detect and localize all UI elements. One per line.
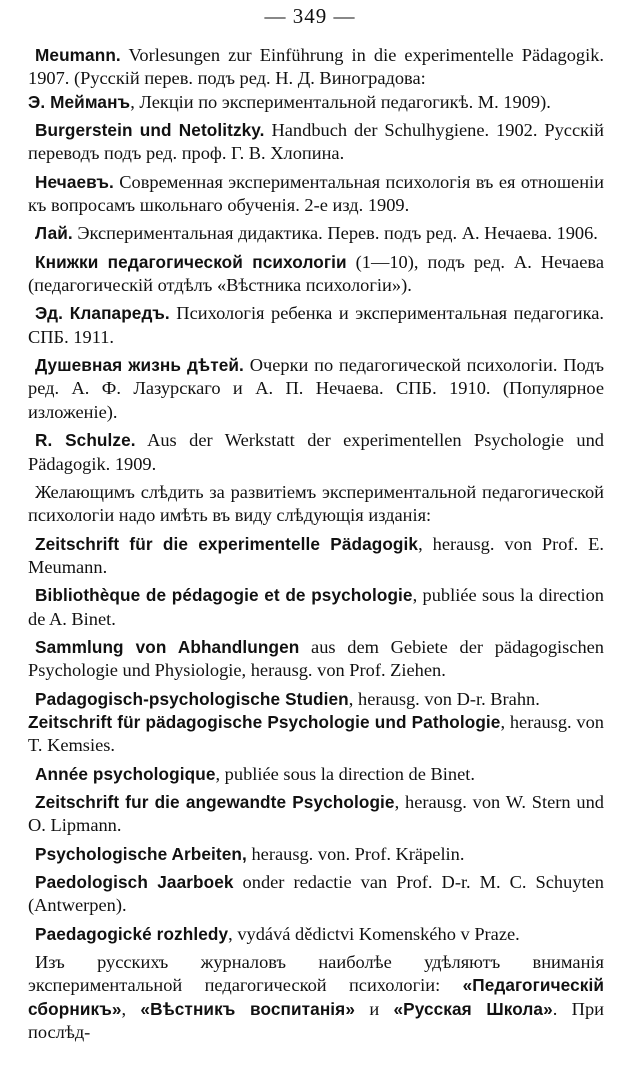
entry-author: Zeitschrift für die experimentelle Pädagogik [35,533,419,554]
entry-author: Psychologische Arbeiten, [35,843,247,864]
list-item [28,91,604,114]
entry-author: Душевная жизнь дѣтей. [35,355,244,376]
closing-paragraph [28,951,604,1044]
journal-title: «Педагогическій сборникъ» [28,975,604,1019]
entry-text: Экспериментальная дидактика. Перев. подъ ред. А. Нечаева. 1906. [72,223,598,244]
entry-author: Paedagogické rozhledy [35,923,229,944]
list-item [28,302,604,349]
list-item [28,843,604,866]
entry-text: onder redactie van Prof. D-r. M. C. Schuyten (Antwerpen). [28,872,604,916]
closing-text: и [354,998,394,1019]
list-item [28,171,604,218]
page-number: — 349 — [264,4,356,28]
entry-author: Нечаевъ. [35,171,114,192]
entry-author: Meumann. [35,45,121,65]
list-item [28,711,604,758]
list-item [28,923,604,946]
entry-text: Психологія ребенка и экспериментальная педагогика. СПБ. 1911. [28,303,604,347]
list-item [28,429,604,476]
list-item [28,44,604,91]
entry-author: Paedologisch Jaarboek [35,872,234,892]
entry-author: Bibliothèque de pédagogie et de psychologie [35,585,413,606]
entry-text: , herausg. von D-r. Brahn. [348,688,540,709]
closing-text: Изъ русскихъ журналовъ наиболѣе удѣляютъ вниманія экспериментальной педагогической психологіи: [28,952,604,996]
journal-title: «Русская Школа» [393,998,553,1019]
entry-text: Желающимъ слѣдить за развитіемъ экспериментальной педагогической психологіи надо имѣть въ виду слѣдующія изданія: [28,481,604,526]
entry-author: Книжки педагогической психологіи [35,251,347,272]
entry-text: , publiée sous la direction de A. Binet. [28,585,604,629]
list-item [28,354,604,424]
entry-text: , publiée sous la direction de Binet. [215,763,475,784]
entry-text: aus dem Gebiete der pädagogischen Psychologie und Physiologie, herausg. von Prof. Ziehen. [28,636,604,681]
entry-author: Sammlung von Abhandlungen [35,636,300,657]
entry-text: Vorlesungen zur Einführung in die experimentelle Pädagogik. 1907. (Русскій перев. подъ ред. Н. Д. Виноградова: [28,45,604,89]
entry-author: Zeitschrift fur die angewandte Psychologie [35,791,395,812]
entry-text: Aus der Werkstatt der experimentellen Psychologie und Pädagogik. 1909. [28,430,604,474]
entry-text: , herausg. von Prof. E. Meumann. [28,533,604,577]
entry-author: Лай. [35,223,73,244]
entry-text: Handbuch der Schulhygiene. 1902. Русскій переводъ подъ ред. проф. Г. В. Хлопина. [28,120,604,164]
entry-text: , Лекціи по экспериментальной педагогикѣ. М. 1909). [130,91,551,112]
bibliography-list [28,44,604,1049]
list-item [28,871,604,918]
entry-author: Burgerstein und Netolitzky. [35,120,265,141]
entry-author: Zeitschrift für pädagogische Psychologie und Pathologie [28,711,501,732]
entry-text: , herausg. von W. Stern und O. Lipmann. [28,791,604,836]
entry-text: Очерки по педагогической психологіи. Подъ ред. А. Ф. Лазурскаго и А. П. Нечаева. СПБ. 1910. (Популярное изложеніе). [28,355,605,422]
entry-text: , herausg. von T. Kemsies. [28,711,604,756]
entry-author: Année psychologique [35,763,216,784]
list-item [28,763,604,786]
list-item [28,533,604,580]
entry-text: herausg. von. Prof. Kräpelin. [246,843,465,864]
list-item [28,688,604,711]
list-item [28,251,604,298]
entry-author: R. Schulze. [35,430,136,451]
entry-text: (1—10), подъ ред. А. Нечаева (педагогическій отдѣлъ «Вѣстника психологіи»). [28,251,604,296]
list-item [28,481,604,528]
entry-author: Padagogisch-psychologische Studien [35,688,349,709]
list-item [28,119,604,166]
list-item [28,222,604,245]
closing-text: , [121,998,141,1019]
journal-title: «Вѣстникъ воспитанія» [140,998,355,1019]
list-item [28,584,604,631]
list-item [28,791,604,838]
entry-author: Э. Мейманъ [28,91,131,112]
entry-text: , vydává dědictvi Komenského v Praze. [228,923,520,944]
entry-text: Современная экспериментальная психологія въ ея отношеніи къ вопросамъ школьнаго обученія. 2-е изд. 1909. [28,171,604,216]
list-item [28,636,604,683]
entry-author: Эд. Клапаредъ. [35,303,170,324]
closing-text: . При послѣд- [28,998,604,1043]
